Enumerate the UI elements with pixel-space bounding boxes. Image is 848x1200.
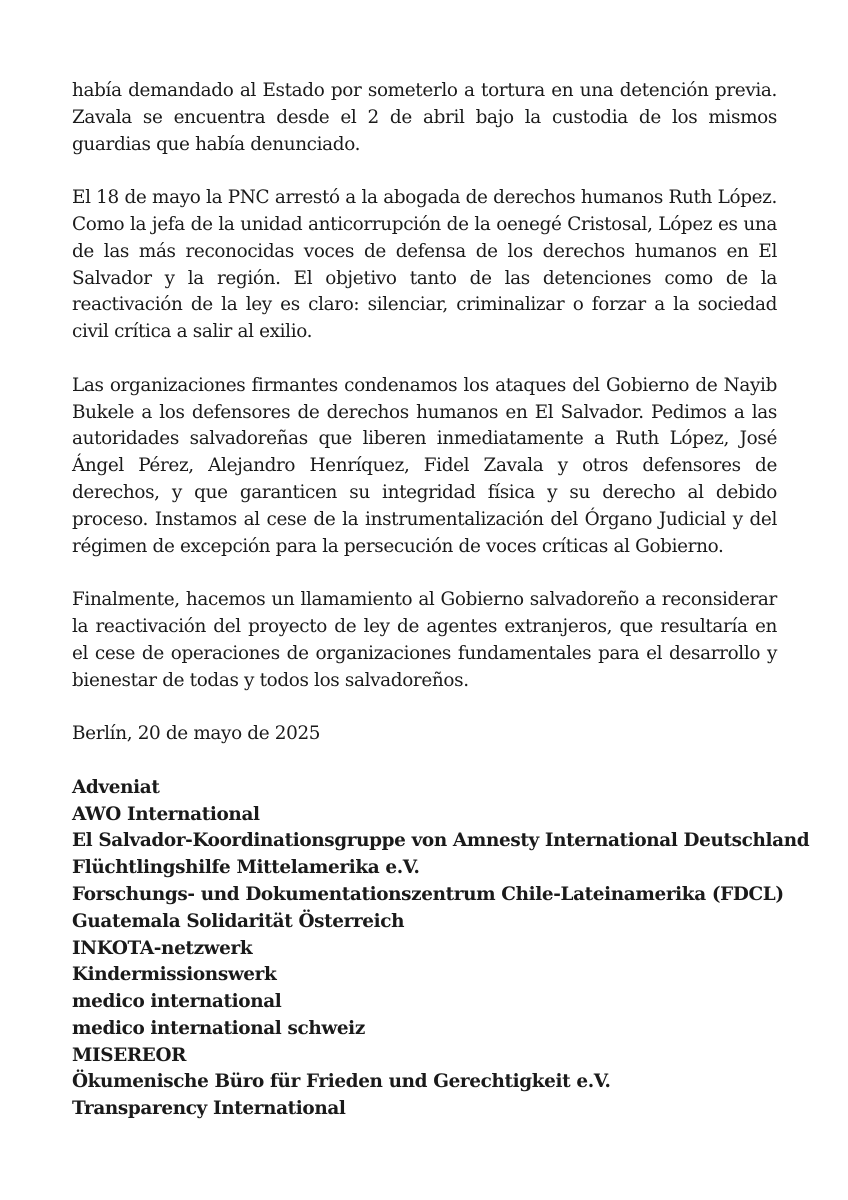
- signatories-list: [72, 775, 810, 1123]
- signatory-item: Forschungs- und Dokumentationszentrum Chile-Lateinamerika (FDCL): [72, 883, 784, 905]
- signatory-item: Transparency International: [72, 1098, 346, 1120]
- date-line: Berlín, 20 de mayo de 2025: [72, 723, 321, 745]
- signatory-item: Flüchtlingshilfe Mittelamerika e.V.: [72, 857, 420, 879]
- signatory-item: MISEREOR: [72, 1044, 187, 1066]
- signatory-item: Adveniat: [72, 776, 160, 798]
- signatory-item: medico international: [72, 991, 282, 1013]
- document-page: [72, 78, 810, 1123]
- paragraph-zavala: había demandado al Estado por someterlo a tortura en una detención previa. Zavala se encuentra desde el 2 de abril bajo la custodia de los mismos guardias que había denunciado.: [72, 80, 777, 155]
- signatory-item: INKOTA-netzwerk: [72, 937, 253, 959]
- signatory-item: Ökumenische Büro für Frieden und Gerechtigkeit e.V.: [72, 1071, 611, 1093]
- signatory-item: El Salvador-Koordinationsgruppe von Amnesty International Deutschland: [72, 830, 810, 852]
- signatory-item: AWO International: [72, 803, 260, 825]
- signatory-item: Kindermissionswerk: [72, 964, 277, 986]
- paragraph-call-to-government: Finalmente, hacemos un llamamiento al Gobierno salvadoreño a reconsiderar la reactivación del proyecto de ley de agentes extranjeros, que resultaría en el cese de operaciones de organizaciones fundamentales para el desarrollo y bienestar de todas y todos los salvadoreños.: [72, 589, 777, 691]
- signatory-item: Guatemala Solidarität Österreich: [72, 910, 405, 932]
- paragraph-ruth-lopez: El 18 de mayo la PNC arrestó a la abogada de derechos humanos Ruth López. Como la jefa de la unidad anticorrupción de la oenegé Cristosal, López es una de las más reconocidas voces de defensa de los derechos humanos en El Salvador y la región. El objetivo tanto de las detenciones como de la reactivación de la ley es claro: silenciar, criminalizar o forzar a la sociedad civil crítica a salir al exilio.: [72, 187, 777, 343]
- signatory-item: medico international schweiz: [72, 1017, 365, 1039]
- paragraph-condemnation: Las organizaciones firmantes condenamos los ataques del Gobierno de Nayib Bukele a los defensores de derechos humanos en El Salvador. Pedimos a las autoridades salvadoreñas que liberen inmediatamente a Ruth López, José Ángel Pérez, Alejandro Henríquez, Fidel Zavala y otros defensores de derechos, y que garanticen su integridad física y su derecho al debido proceso. Instamos al cese de la instrumentalización del Órgano Judicial y del régimen de excepción para la persecución de voces críticas al Gobierno.: [72, 374, 777, 557]
